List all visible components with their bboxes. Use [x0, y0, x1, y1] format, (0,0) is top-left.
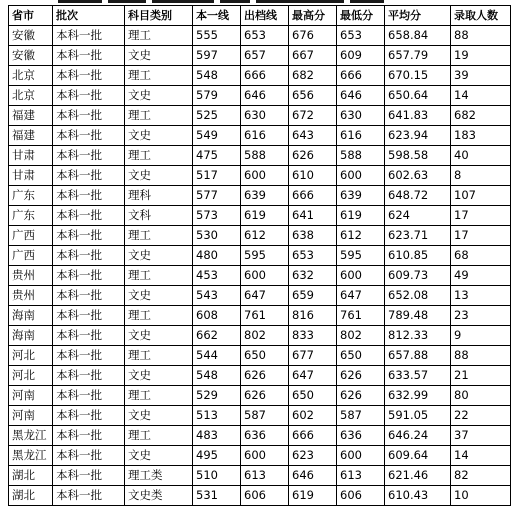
cell-enrolled: 17	[451, 206, 511, 226]
cell-tier1-line: 548	[193, 366, 241, 386]
table-row	[9, 126, 511, 146]
cell-province: 甘肃	[9, 166, 53, 186]
cell-category: 理科	[125, 186, 193, 206]
cell-max-score: 632	[289, 266, 337, 286]
cell-min-score: 609	[337, 46, 385, 66]
cell-avg-score: 648.72	[385, 186, 451, 206]
cell-max-score: 656	[289, 86, 337, 106]
cell-category: 文史	[125, 286, 193, 306]
cell-batch: 本科一批	[53, 226, 125, 246]
cell-cutoff-line: 630	[241, 106, 289, 126]
table-row	[9, 146, 511, 166]
cell-tier1-line: 608	[193, 306, 241, 326]
cell-enrolled: 19	[451, 46, 511, 66]
cell-province: 河南	[9, 386, 53, 406]
cell-max-score: 666	[289, 426, 337, 446]
cell-min-score: 587	[337, 406, 385, 426]
cell-max-score: 682	[289, 66, 337, 86]
cell-tier1-line: 517	[193, 166, 241, 186]
cell-category: 理工	[125, 306, 193, 326]
cell-batch: 本科一批	[53, 46, 125, 66]
cell-tier1-line: 579	[193, 86, 241, 106]
table-row	[9, 326, 511, 346]
header-max-score: 最高分	[289, 6, 337, 26]
cell-tier1-line: 549	[193, 126, 241, 146]
cell-category: 理工	[125, 386, 193, 406]
cell-province: 黑龙江	[9, 426, 53, 446]
cell-tier1-line: 529	[193, 386, 241, 406]
cell-category: 文史	[125, 326, 193, 346]
cell-province: 河北	[9, 346, 53, 366]
cell-min-score: 666	[337, 66, 385, 86]
table-row	[9, 406, 511, 426]
cell-cutoff-line: 636	[241, 426, 289, 446]
cell-enrolled: 21	[451, 366, 511, 386]
cell-tier1-line: 525	[193, 106, 241, 126]
table-row	[9, 446, 511, 466]
cell-enrolled: 10	[451, 486, 511, 506]
table-row	[9, 86, 511, 106]
cell-avg-score: 658.84	[385, 26, 451, 46]
cell-avg-score: 650.64	[385, 86, 451, 106]
cell-province: 福建	[9, 106, 53, 126]
cell-batch: 本科一批	[53, 366, 125, 386]
cell-batch: 本科一批	[53, 286, 125, 306]
cell-batch: 本科一批	[53, 306, 125, 326]
cell-batch: 本科一批	[53, 386, 125, 406]
cell-province: 湖北	[9, 486, 53, 506]
header-tier1-line: 本一线	[193, 6, 241, 26]
cell-category: 文史	[125, 126, 193, 146]
cell-max-score: 619	[289, 486, 337, 506]
cell-max-score: 672	[289, 106, 337, 126]
cell-max-score: 646	[289, 466, 337, 486]
cell-min-score: 639	[337, 186, 385, 206]
cell-category: 理工	[125, 266, 193, 286]
cell-enrolled: 183	[451, 126, 511, 146]
cell-max-score: 677	[289, 346, 337, 366]
cell-batch: 本科一批	[53, 186, 125, 206]
cell-min-score: 650	[337, 346, 385, 366]
header-province: 省市	[9, 6, 53, 26]
header-batch: 批次	[53, 6, 125, 26]
cell-min-score: 761	[337, 306, 385, 326]
cell-category: 理工	[125, 226, 193, 246]
cell-batch: 本科一批	[53, 66, 125, 86]
cell-tier1-line: 475	[193, 146, 241, 166]
cell-batch: 本科一批	[53, 466, 125, 486]
cell-province: 河北	[9, 366, 53, 386]
cell-min-score: 646	[337, 86, 385, 106]
cell-cutoff-line: 595	[241, 246, 289, 266]
cell-max-score: 602	[289, 406, 337, 426]
cell-cutoff-line: 587	[241, 406, 289, 426]
cell-province: 福建	[9, 126, 53, 146]
cell-max-score: 816	[289, 306, 337, 326]
cell-min-score: 616	[337, 126, 385, 146]
cell-enrolled: 39	[451, 66, 511, 86]
cell-enrolled: 37	[451, 426, 511, 446]
table-body	[9, 26, 511, 506]
cell-max-score: 833	[289, 326, 337, 346]
cell-max-score: 666	[289, 186, 337, 206]
cell-cutoff-line: 653	[241, 26, 289, 46]
cell-tier1-line: 662	[193, 326, 241, 346]
cell-category: 理工	[125, 146, 193, 166]
cell-category: 理工	[125, 106, 193, 126]
cell-category: 文史类	[125, 486, 193, 506]
cell-category: 文史	[125, 246, 193, 266]
cell-batch: 本科一批	[53, 106, 125, 126]
cell-tier1-line: 577	[193, 186, 241, 206]
cell-max-score: 653	[289, 246, 337, 266]
cell-province: 广西	[9, 226, 53, 246]
table-header-row	[9, 6, 511, 26]
cell-max-score: 676	[289, 26, 337, 46]
cell-avg-score: 657.88	[385, 346, 451, 366]
cell-cutoff-line: 616	[241, 126, 289, 146]
header-enrolled: 录取人数	[451, 6, 511, 26]
cell-enrolled: 14	[451, 86, 511, 106]
cell-max-score: 626	[289, 146, 337, 166]
cell-province: 北京	[9, 86, 53, 106]
cell-max-score: 647	[289, 366, 337, 386]
cell-enrolled: 8	[451, 166, 511, 186]
cell-cutoff-line: 802	[241, 326, 289, 346]
cell-province: 广东	[9, 186, 53, 206]
cell-category: 理工类	[125, 466, 193, 486]
cell-category: 理工	[125, 26, 193, 46]
cell-avg-score: 641.83	[385, 106, 451, 126]
cell-avg-score: 652.08	[385, 286, 451, 306]
cell-cutoff-line: 600	[241, 446, 289, 466]
cell-tier1-line: 510	[193, 466, 241, 486]
cell-batch: 本科一批	[53, 326, 125, 346]
cell-min-score: 636	[337, 426, 385, 446]
cell-min-score: 600	[337, 166, 385, 186]
cell-province: 海南	[9, 306, 53, 326]
header-category: 科目类别	[125, 6, 193, 26]
cell-category: 理工	[125, 66, 193, 86]
cell-enrolled: 22	[451, 406, 511, 426]
cell-category: 文史	[125, 446, 193, 466]
cell-enrolled: 49	[451, 266, 511, 286]
cell-cutoff-line: 600	[241, 166, 289, 186]
cell-batch: 本科一批	[53, 246, 125, 266]
cell-avg-score: 646.24	[385, 426, 451, 446]
cell-cutoff-line: 612	[241, 226, 289, 246]
cell-cutoff-line: 613	[241, 466, 289, 486]
cell-batch: 本科一批	[53, 26, 125, 46]
cell-tier1-line: 597	[193, 46, 241, 66]
cell-enrolled: 82	[451, 466, 511, 486]
cell-cutoff-line: 657	[241, 46, 289, 66]
cell-min-score: 595	[337, 246, 385, 266]
table-row	[9, 186, 511, 206]
cell-avg-score: 789.48	[385, 306, 451, 326]
cell-batch: 本科一批	[53, 166, 125, 186]
table-row	[9, 486, 511, 506]
cell-enrolled: 14	[451, 446, 511, 466]
cell-enrolled: 88	[451, 26, 511, 46]
cell-tier1-line: 543	[193, 286, 241, 306]
table-row	[9, 66, 511, 86]
table-row	[9, 166, 511, 186]
cell-avg-score: 624	[385, 206, 451, 226]
table-row	[9, 266, 511, 286]
cell-cutoff-line: 639	[241, 186, 289, 206]
cell-enrolled: 682	[451, 106, 511, 126]
cell-tier1-line: 513	[193, 406, 241, 426]
cell-enrolled: 107	[451, 186, 511, 206]
cell-batch: 本科一批	[53, 126, 125, 146]
cell-enrolled: 80	[451, 386, 511, 406]
cell-tier1-line: 483	[193, 426, 241, 446]
cell-category: 文史	[125, 46, 193, 66]
cell-enrolled: 40	[451, 146, 511, 166]
cell-enrolled: 88	[451, 346, 511, 366]
cell-avg-score: 632.99	[385, 386, 451, 406]
table-row	[9, 346, 511, 366]
cell-cutoff-line: 647	[241, 286, 289, 306]
cell-max-score: 641	[289, 206, 337, 226]
cell-min-score: 630	[337, 106, 385, 126]
table-row	[9, 306, 511, 326]
cell-category: 理工	[125, 346, 193, 366]
cell-category: 文史	[125, 86, 193, 106]
cell-batch: 本科一批	[53, 426, 125, 446]
cell-min-score: 588	[337, 146, 385, 166]
cell-province: 贵州	[9, 266, 53, 286]
table-row	[9, 246, 511, 266]
cell-batch: 本科一批	[53, 406, 125, 426]
cell-avg-score: 623.94	[385, 126, 451, 146]
cell-min-score: 613	[337, 466, 385, 486]
cell-avg-score: 610.43	[385, 486, 451, 506]
cell-province: 安徽	[9, 46, 53, 66]
table-row	[9, 226, 511, 246]
cell-province: 湖北	[9, 466, 53, 486]
cell-cutoff-line: 626	[241, 366, 289, 386]
cell-cutoff-line: 619	[241, 206, 289, 226]
cell-min-score: 802	[337, 326, 385, 346]
cell-avg-score: 657.79	[385, 46, 451, 66]
cell-tier1-line: 548	[193, 66, 241, 86]
cell-batch: 本科一批	[53, 486, 125, 506]
cell-enrolled: 68	[451, 246, 511, 266]
cell-avg-score: 610.85	[385, 246, 451, 266]
cell-min-score: 626	[337, 366, 385, 386]
cell-min-score: 626	[337, 386, 385, 406]
cell-enrolled: 13	[451, 286, 511, 306]
cell-province: 海南	[9, 326, 53, 346]
table-row	[9, 386, 511, 406]
cell-tier1-line: 573	[193, 206, 241, 226]
cell-province: 甘肃	[9, 146, 53, 166]
cell-cutoff-line: 761	[241, 306, 289, 326]
cell-batch: 本科一批	[53, 266, 125, 286]
cell-cutoff-line: 600	[241, 266, 289, 286]
table-row	[9, 426, 511, 446]
table-row	[9, 46, 511, 66]
cell-cutoff-line: 650	[241, 346, 289, 366]
cell-category: 文史	[125, 366, 193, 386]
cell-tier1-line: 544	[193, 346, 241, 366]
cell-avg-score: 623.71	[385, 226, 451, 246]
cell-min-score: 612	[337, 226, 385, 246]
header-cutoff-line: 出档线	[241, 6, 289, 26]
header-avg-score: 平均分	[385, 6, 451, 26]
cell-province: 广东	[9, 206, 53, 226]
cell-enrolled: 9	[451, 326, 511, 346]
cell-tier1-line: 495	[193, 446, 241, 466]
cell-category: 理工	[125, 426, 193, 446]
cell-tier1-line: 453	[193, 266, 241, 286]
cell-batch: 本科一批	[53, 86, 125, 106]
cell-batch: 本科一批	[53, 446, 125, 466]
cell-province: 河南	[9, 406, 53, 426]
cell-avg-score: 609.73	[385, 266, 451, 286]
cell-min-score: 606	[337, 486, 385, 506]
cell-batch: 本科一批	[53, 206, 125, 226]
cell-enrolled: 17	[451, 226, 511, 246]
cell-avg-score: 621.46	[385, 466, 451, 486]
cell-max-score: 659	[289, 286, 337, 306]
cell-province: 广西	[9, 246, 53, 266]
cell-min-score: 653	[337, 26, 385, 46]
table-row	[9, 366, 511, 386]
cell-max-score: 650	[289, 386, 337, 406]
cell-province: 黑龙江	[9, 446, 53, 466]
admission-score-table	[8, 5, 511, 506]
cell-max-score: 610	[289, 166, 337, 186]
table-row	[9, 286, 511, 306]
cell-avg-score: 598.58	[385, 146, 451, 166]
cell-cutoff-line: 666	[241, 66, 289, 86]
cell-category: 文科	[125, 206, 193, 226]
cell-batch: 本科一批	[53, 146, 125, 166]
cell-cutoff-line: 626	[241, 386, 289, 406]
cell-min-score: 600	[337, 446, 385, 466]
table-row	[9, 26, 511, 46]
cell-avg-score: 609.64	[385, 446, 451, 466]
cell-max-score: 643	[289, 126, 337, 146]
cell-avg-score: 602.63	[385, 166, 451, 186]
cell-cutoff-line: 606	[241, 486, 289, 506]
cell-avg-score: 812.33	[385, 326, 451, 346]
cell-min-score: 647	[337, 286, 385, 306]
cell-category: 文史	[125, 166, 193, 186]
cell-tier1-line: 530	[193, 226, 241, 246]
cell-max-score: 638	[289, 226, 337, 246]
cell-min-score: 619	[337, 206, 385, 226]
cell-tier1-line: 480	[193, 246, 241, 266]
cell-category: 文史	[125, 406, 193, 426]
cell-min-score: 600	[337, 266, 385, 286]
cell-cutoff-line: 646	[241, 86, 289, 106]
cell-max-score: 623	[289, 446, 337, 466]
cell-province: 贵州	[9, 286, 53, 306]
cell-batch: 本科一批	[53, 346, 125, 366]
cell-province: 安徽	[9, 26, 53, 46]
cell-avg-score: 591.05	[385, 406, 451, 426]
table-row	[9, 106, 511, 126]
cell-avg-score: 670.15	[385, 66, 451, 86]
cell-avg-score: 633.57	[385, 366, 451, 386]
cell-cutoff-line: 588	[241, 146, 289, 166]
cell-tier1-line: 555	[193, 26, 241, 46]
table-row	[9, 206, 511, 226]
cell-max-score: 667	[289, 46, 337, 66]
header-min-score: 最低分	[337, 6, 385, 26]
table-row	[9, 466, 511, 486]
cell-enrolled: 23	[451, 306, 511, 326]
cell-province: 北京	[9, 66, 53, 86]
cell-tier1-line: 531	[193, 486, 241, 506]
